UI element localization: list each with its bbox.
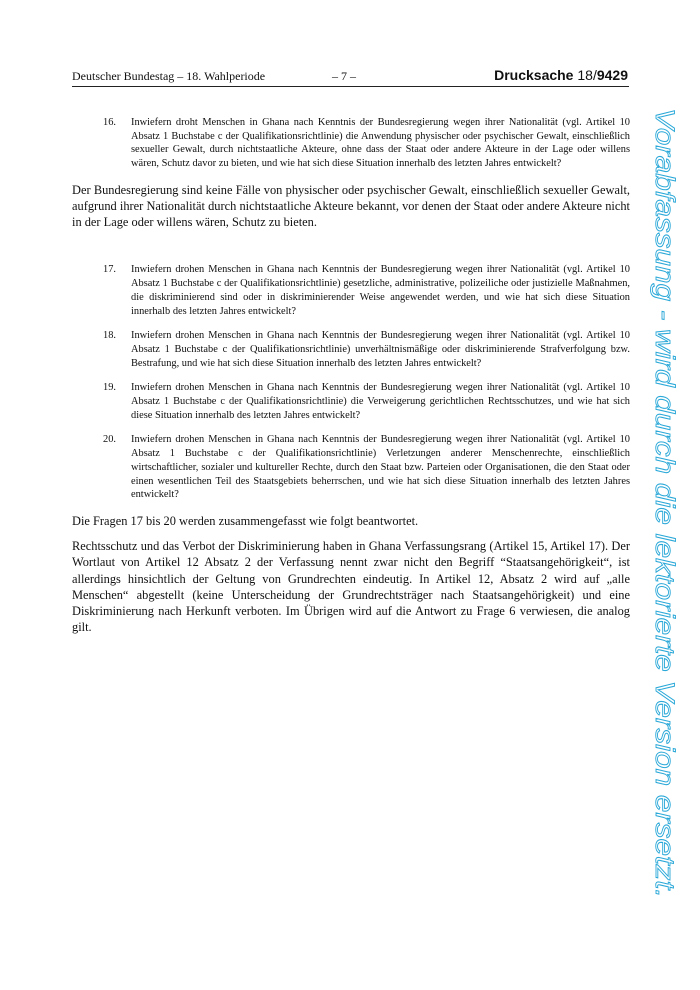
question-number: 18. [103,330,116,342]
header-publisher: Deutscher Bundestag – 18. Wahlperiode [72,69,266,83]
header-rule [72,86,629,87]
question-number: 19. [103,382,116,394]
page-header [72,69,628,87]
question-text: Inwiefern drohen Menschen in Ghana nach Kenntnis der Bundesregierung wegen ihrer Nationalität (vgl. Artikel 10 Absatz 1 Buchstabe c der Qualifikationsrichtlinie) Verletzungen anderer Menschenrechte, einschließlich wirtschaftlicher, sozialer und kultureller Rechte, durch den Staat bzw. Parteien oder Organisationen, die den Staat oder einen wesentlichen Teil des Staatsgebiets beherrschen, und wie hat sich diese Situation innerhalb des letzten Jahres entwickelt? [131,434,630,501]
header-doc-prefix: 18/ [573,67,597,83]
answer-17-20-intro: Die Fragen 17 bis 20 werden zusammengefasst wie folgt beantwortet. [72,513,419,528]
question-text: Inwiefern drohen Menschen in Ghana nach Kenntnis der Bundesregierung wegen ihrer Nationalität (vgl. Artikel 10 Absatz 1 Buchstabe c der Qualifikationsrichtlinie) unverhältnismäßige oder diskriminierende Strafverfolgung bzw. Bestrafung, und wie hat sich diese Situation innerhalb des letzten Jahres entwickelt? [131,330,630,369]
question-16 [72,116,630,171]
document-body [72,116,630,644]
question-18 [72,329,630,370]
question-number: 20. [103,434,116,446]
question-number: 17. [103,264,116,276]
header-page-number: – 7 – [332,69,356,83]
draft-watermark [648,108,680,900]
question-19 [72,381,630,422]
header-doc-label: Drucksache [494,67,574,83]
header-document-id [494,67,628,83]
answer-16: Der Bundesregierung sind keine Fälle von physischer oder psychischer Gewalt, einschließlich sexueller Gewalt, aufgrund ihrer Nationalität durch nichtstaatliche Akteure bekannt, vor denen der Staat oder andere Akteure nicht in der Lage oder willens wären, Schutz zu bieten. [72,182,630,230]
question-text: Inwiefern drohen Menschen in Ghana nach Kenntnis der Bundesregierung wegen ihrer Nationalität (vgl. Artikel 10 Absatz 1 Buchstabe c der Qualifikationsrichtlinie) gesetzliche, administrative, polizeiliche oder justizielle Maßnahmen, die diskriminierend sind oder in diskriminierender Weise angewendet werden, und wie hat sich diese Situation innerhalb des letzten Jahres entwickelt? [131,264,630,317]
question-text: Inwiefern droht Menschen in Ghana nach Kenntnis der Bundesregierung wegen ihrer Nationalität (vgl. Artikel 10 Absatz 1 Buchstabe c der Qualifikationsrichtlinie) die Anwendung physischer oder psychischer Gewalt, einschließlich sexueller Gewalt, durch nichtstaatliche Akteure, ohne dass der Staat oder andere Akteure in der Lage oder willens wären, Schutz davor zu bieten, und wie hat sich diese Situation innerhalb des letzten Jahres entwickelt? [131,117,630,170]
question-text: Inwiefern drohen Menschen in Ghana nach Kenntnis der Bundesregierung wegen ihrer Nationalität (vgl. Artikel 10 Absatz 1 Buchstabe c der Qualifikationsrichtlinie) die Verweigerung gerichtlichen Rechtsschutzes, und wie hat sich diese Situation innerhalb des letzten Jahres entwickelt? [131,382,630,421]
watermark-svg [648,108,680,900]
question-number: 16. [103,117,116,128]
watermark-text: Vorabfassung - wird durch die lektorierte Version ersetzt. [650,108,680,786]
answer-17-20: Rechtsschutz und das Verbot der Diskriminierung haben in Ghana Verfassungsrang (Artikel 15, Artikel 17). Der Wortlaut von Artikel 12 Absatz 2 der Verfassung nennt zwar nicht den Begriff “Staatsangehörigkeit“, ist allerdings hinsichtlich der Geltung von Grundrechten eindeutig. In Artikel 12, Absatz 2 wird auf „alle Menschen“ abgestellt (keine Unterscheidung der Grundrechtsträger nach Staatsangehörigkeit) und eine Diskriminierung nach Herkunft verboten. Im Übrigen wird auf die Antwort zu Frage 6 verwiesen, die analog gilt. [72,539,630,635]
question-17 [72,263,630,318]
header-doc-number: 9429 [596,67,628,83]
question-20 [72,433,630,502]
